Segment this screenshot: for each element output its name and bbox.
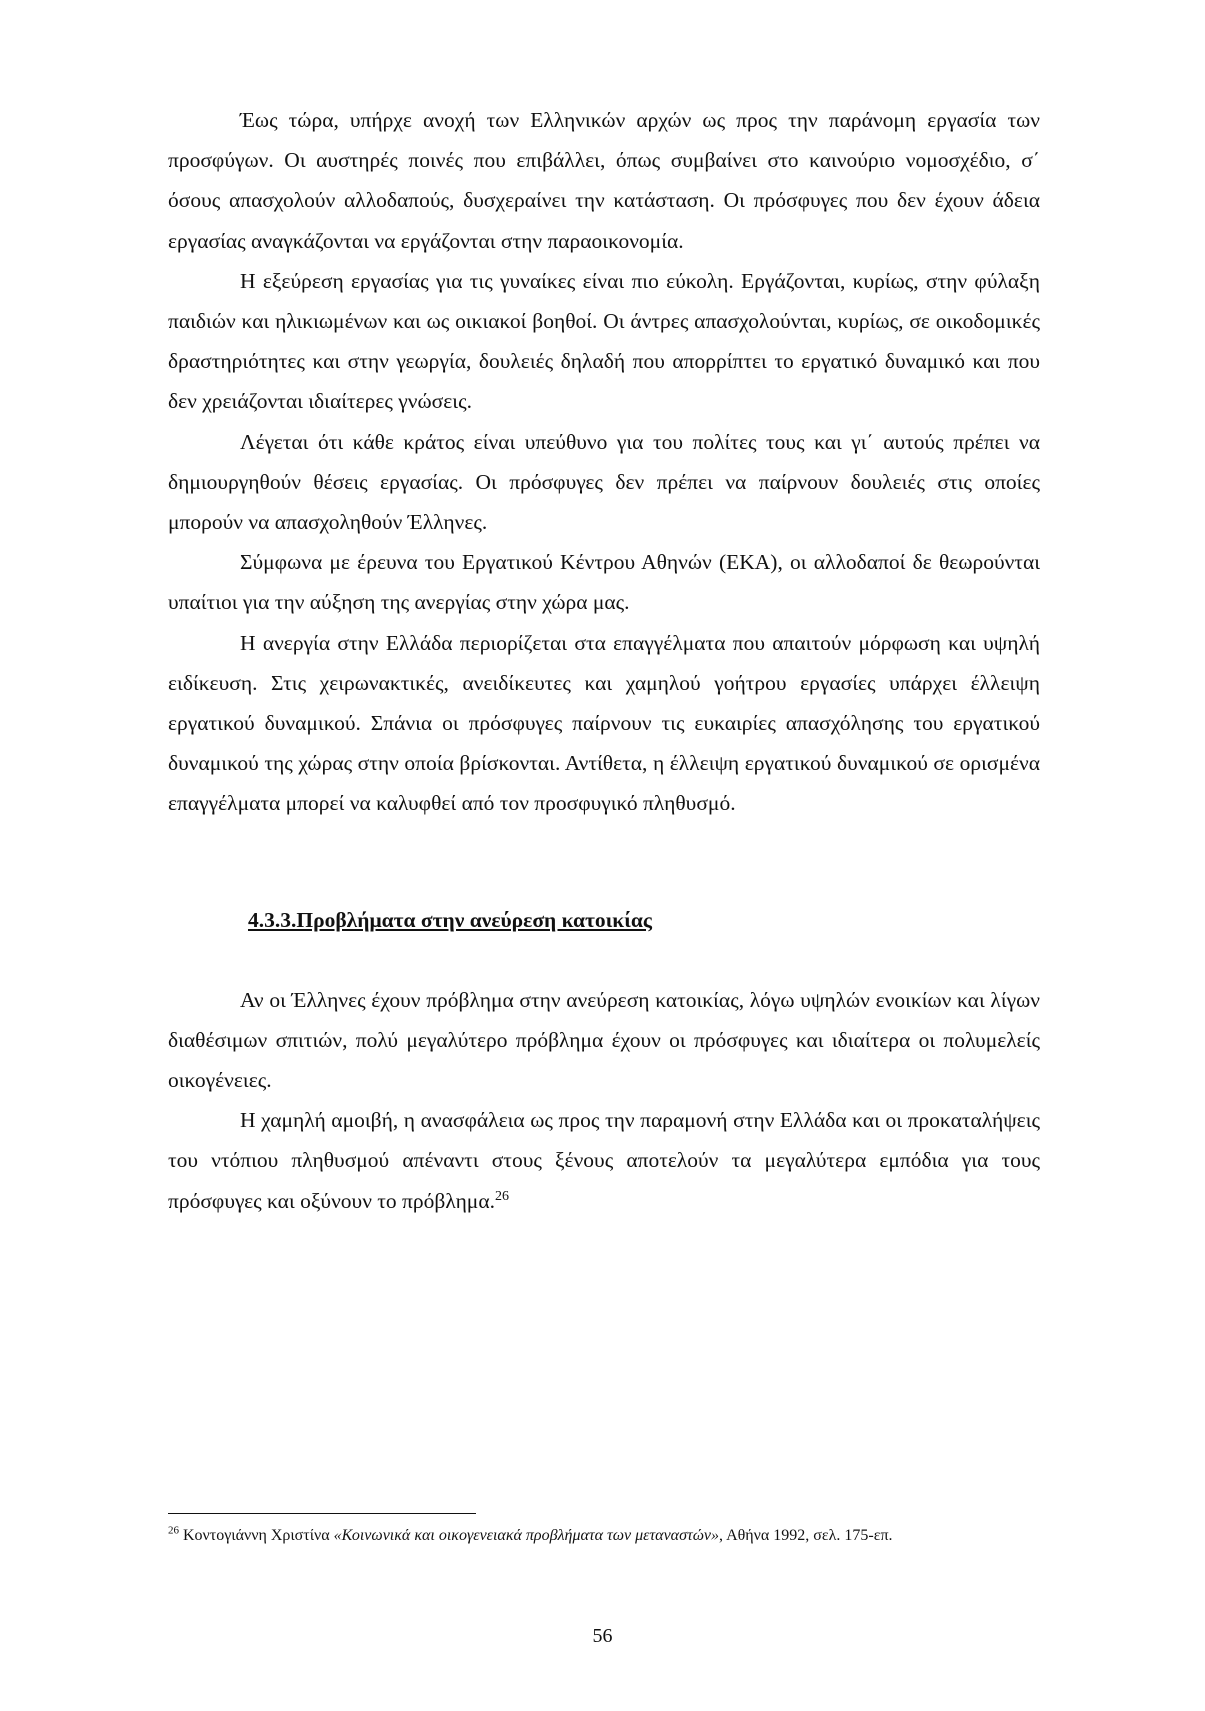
page-body <box>168 100 1040 1221</box>
page-number: 56 <box>592 1625 613 1647</box>
footnote-title: «Κοινωνικά και οικογενειακά προβλήματα των μεταναστών» <box>333 1527 719 1544</box>
footnote-separator <box>168 1513 476 1514</box>
footnote <box>168 1522 1040 1549</box>
paragraph: Έως τώρα, υπήρχε ανοχή των Ελληνικών αρχών ως προς την παράνομη εργασία των προσφύγων. Οι αυστηρές ποινές που επιβάλλει, όπως συμβαίνει στο καινούριο νομοσχέδιο, σ΄ όσους απασχολούν αλλοδαπούς, δυσχεραίνει την κατάσταση. Οι πρόσφυγες που δεν έχουν άδεια εργασίας αναγκάζονται να εργάζονται στην παραοικονομία. <box>168 108 1040 253</box>
footnote-reference[interactable]: 26 <box>494 1188 509 1204</box>
footnote-details: , Αθήνα 1992, σελ. 175-επ. <box>718 1527 893 1544</box>
paragraph: Αν οι Έλληνες έχουν πρόβλημα στην ανεύρεση κατοικίας, λόγω υψηλών ενοικίων και λίγων διαθέσιμων σπιτιών, πολύ μεγαλύτερο πρόβλημα έχουν οι πρόσφυγες και ιδιαίτερα οι πολυμελείς οικογένειες. <box>168 987 1040 1093</box>
section-heading: 4.3.3.Προβλήματα στην ανεύρεση κατοικίας <box>248 907 652 932</box>
footnote-author: Κοντογιάννη Χριστίνα <box>183 1527 334 1544</box>
paragraph: Σύμφωνα με έρευνα του Εργατικού Κέντρου Αθηνών (ΕΚΑ), οι αλλοδαποί δε θεωρούνται υπαίτιοι για την αύξηση της ανεργίας στην χώρα μας. <box>168 550 1040 615</box>
paragraph: Λέγεται ότι κάθε κράτος είναι υπεύθυνο για του πολίτες τους και γι΄ αυτούς πρέπει να δημιουργηθούν θέσεις εργασίας. Οι πρόσφυγες δεν πρέπει να παίρνουν δουλειές στις οποίες μπορούν να απασχοληθούν Έλληνες. <box>168 429 1040 535</box>
paragraph-text: Η χαμηλή αμοιβή, η ανασφάλεια ως προς την παραμονή στην Ελλάδα και οι προκαταλήψεις του ντόπιου πληθυσμού απέναντι στους ξένους αποτελούν τα μεγαλύτερα εμπόδια για τους πρόσφυγες και οξύνουν το πρόβλημα. <box>168 1108 1040 1213</box>
paragraph-with-footnote <box>168 1100 1040 1221</box>
paragraph: Η ανεργία στην Ελλάδα περιορίζεται στα επαγγέλματα που απαιτούν μόρφωση και υψηλή ειδίκευση. Στις χειρωνακτικές, ανειδίκευτες και χαμηλού γοήτρου εργασίες υπάρχει έλλειψη εργατικού δυναμικού. Σπάνια οι πρόσφυγες παίρνουν τις ευκαιρίες απασχόλησης του εργατικού δυναμικού της χώρας στην οποία βρίσκονται. Αντίθετα, η έλλειψη εργατικού δυναμικού σε ορισμένα επαγγέλματα μπορεί να καλυφθεί από τον προσφυγικό πληθυσμό. <box>168 630 1040 816</box>
paragraph: Η εξεύρεση εργασίας για τις γυναίκες είναι πιο εύκολη. Εργάζονται, κυρίως, στην φύλαξη παιδιών και ηλικιωμένων και ως οικιακοί βοηθοί. Οι άντρες απασχολούνται, κυρίως, σε οικοδομικές δραστηριότητες και στην γεωργία, δουλειές δηλαδή που απορρίπτει το εργατικό δυναμικό και που δεν χρειάζονται ιδιαίτερες γνώσεις. <box>168 268 1040 414</box>
footnote-number: 26 <box>168 1524 179 1537</box>
